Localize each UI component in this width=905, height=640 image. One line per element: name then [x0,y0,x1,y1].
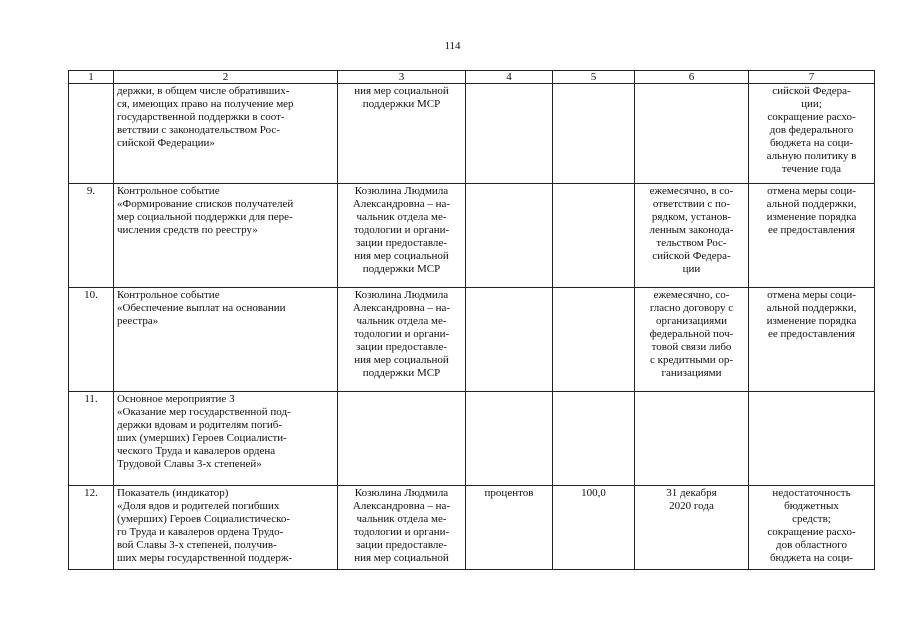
cell-text-line: зации предоставле- [356,237,447,249]
page-number: 114 [444,40,461,52]
cell-text-line: (умерших) Героев Социалистическо- [117,513,291,525]
cell-text-line: поддержки МСР [362,367,441,379]
cell-text-line: альную политику в [766,150,857,162]
cell-text-line: сийской Федерации» [117,137,215,149]
cell-text-line: сийской Федера- [772,85,851,97]
cell-text-line: бюджета на соци- [769,137,854,149]
cell-text-line: ее предоставления [768,224,855,236]
deadline [635,184,749,288]
table-row [69,84,875,184]
cell-text-line: ния мер социальной [354,85,449,97]
table-row [69,486,875,570]
risk-consequences [749,486,875,570]
cell-text-line: Показатель (индикатор) [117,487,229,499]
cell-text-line: ежемесячно, со- [653,289,730,301]
risk-consequences [749,84,875,184]
unit-of-measure [466,392,553,486]
deadline [635,84,749,184]
activity-description [114,84,338,184]
cell-text-line: поддержки МСР [362,263,441,275]
deadline [635,392,749,486]
cell-text-line: товой связи либо [651,341,732,353]
cell-text-line: сийской Федера- [652,250,731,262]
cell-text-line: сокращение расхо- [767,526,856,538]
column-number-header [69,71,875,84]
risk-consequences [749,184,875,288]
deadline [635,288,749,392]
unit-of-measure [466,184,553,288]
responsible-person [338,84,466,184]
document-table [68,70,875,570]
unit-of-measure [466,288,553,392]
cell-text-line: сокращение расхо- [767,111,856,123]
cell-text-line: ее предоставления [768,328,855,340]
cell-text-line: недостаточность [772,487,851,499]
row-number: 12. [69,486,114,570]
cell-text-line: Козюлина Людмила [354,185,449,197]
responsible-person [338,184,466,288]
row-number [69,84,114,184]
cell-text-line: изменение порядка [766,211,857,223]
row-number: 10. [69,288,114,392]
cell-text-line: тельством Рос- [656,237,727,249]
cell-text-line: средств; [792,513,831,525]
cell-text-line: ческого Труда и кавалеров ордена [117,445,276,457]
activity-description [114,184,338,288]
cell-text-line: Контрольное событие [117,185,220,197]
cell-text-line: альной поддержки, [766,198,857,210]
target-value [553,288,635,392]
table-row [69,392,875,486]
column-header: 6 [635,71,749,84]
cell-text-line: тодологии и органи- [353,526,450,538]
cell-text-line: ленным законода- [649,224,734,236]
cell-text-line: с кредитными ор- [649,354,734,366]
cell-text-line: ганизациями [661,367,722,379]
cell-text-line: федеральной поч- [649,328,734,340]
cell-text-line: зации предоставле- [356,539,447,551]
cell-text-line: держки, в общем числе обративших- [117,85,290,97]
row-number: 11. [69,392,114,486]
cell-text-line: вой Славы 3-х степеней, получив- [117,539,277,551]
cell-text-line: течение года [781,163,842,175]
cell-text-line: ших меры государственной поддерж- [117,552,293,564]
column-header: 3 [338,71,466,84]
column-header: 4 [466,71,553,84]
cell-text-line: Александровна – на- [352,198,451,210]
responsible-person [338,288,466,392]
cell-text-line: Козюлина Людмила [354,487,449,499]
cell-text-line: государственной поддержки в соот- [117,111,285,123]
table-row [69,184,875,288]
cell-text-line: бюджетных [784,500,839,512]
cell-text-line: ежемесячно, в со- [649,185,734,197]
cell-text-line: 100,0 [581,487,606,499]
activity-description [114,288,338,392]
cell-text-line: Александровна – на- [352,500,451,512]
unit-of-measure [466,486,553,570]
cell-text-line: организациями [655,315,728,327]
deadline [635,486,749,570]
cell-text-line: «Оказание мер государственной под- [117,406,291,418]
cell-text-line: поддержки МСР [362,98,441,110]
target-value [553,84,635,184]
cell-text-line: ния мер социальной [354,250,449,262]
table-row [69,288,875,392]
cell-text-line: Контрольное событие [117,289,220,301]
cell-text-line: гласно договору с [649,302,734,314]
cell-text-line: мер социальной поддержки для пере- [117,211,293,223]
cell-text-line: бюджета на соци- [769,552,854,564]
cell-text-line: процентов [484,487,534,499]
activity-description [114,392,338,486]
responsible-person [338,392,466,486]
cell-text-line: Козюлина Людмила [354,289,449,301]
responsible-person [338,486,466,570]
column-header: 2 [114,71,338,84]
cell-text-line: тодологии и органи- [353,224,450,236]
cell-text-line: ветствии с законодательством Рос- [117,124,280,136]
cell-text-line: Трудовой Славы 3-х степеней» [117,458,262,470]
column-header: 7 [749,71,875,84]
cell-text-line: 31 декабря [666,487,717,499]
cell-text-line: отмена меры соци- [767,185,856,197]
cell-text-line: ции [682,263,701,275]
cell-text-line: чальник отдела ме- [356,513,447,525]
cell-text-line: Александровна – на- [352,302,451,314]
cell-text-line: числения средств по реестру» [117,224,258,236]
target-value [553,184,635,288]
cell-text-line: дов областного [775,539,848,551]
cell-text-line: альной поддержки, [766,302,857,314]
cell-text-line: «Формирование списков получателей [117,198,294,210]
cell-text-line: тодологии и органи- [353,328,450,340]
cell-text-line: ния мер социальной [354,552,449,564]
cell-text-line: дов федерального [769,124,854,136]
cell-text-line: изменение порядка [766,315,857,327]
unit-of-measure [466,84,553,184]
risk-consequences [749,288,875,392]
cell-text-line: держки вдовам и родителям погиб- [117,419,283,431]
cell-text-line: ответствии с по- [652,198,731,210]
cell-text-line: ших (умерших) Героев Социалисти- [117,432,287,444]
cell-text-line: отмена меры соци- [767,289,856,301]
cell-text-line: зации предоставле- [356,341,447,353]
column-header: 1 [69,71,114,84]
cell-text-line: Основное мероприятие 3 [117,393,235,405]
cell-text-line: го Труда и кавалеров ордена Трудо- [117,526,284,538]
cell-text-line: ции; [801,98,822,110]
cell-text-line: чальник отдела ме- [356,315,447,327]
activity-description [114,486,338,570]
target-value [553,486,635,570]
column-header: 5 [553,71,635,84]
cell-text-line: чальник отдела ме- [356,211,447,223]
row-number: 9. [69,184,114,288]
cell-text-line: «Доля вдов и родителей погибших [117,500,280,512]
cell-text-line: реестра» [117,315,159,327]
target-value [553,392,635,486]
cell-text-line: «Обеспечение выплат на основании [117,302,286,314]
cell-text-line: рядком, установ- [651,211,732,223]
cell-text-line: ния мер социальной [354,354,449,366]
cell-text-line: 2020 года [669,500,714,512]
cell-text-line: ся, имеющих право на получение мер [117,98,294,110]
risk-consequences [749,392,875,486]
